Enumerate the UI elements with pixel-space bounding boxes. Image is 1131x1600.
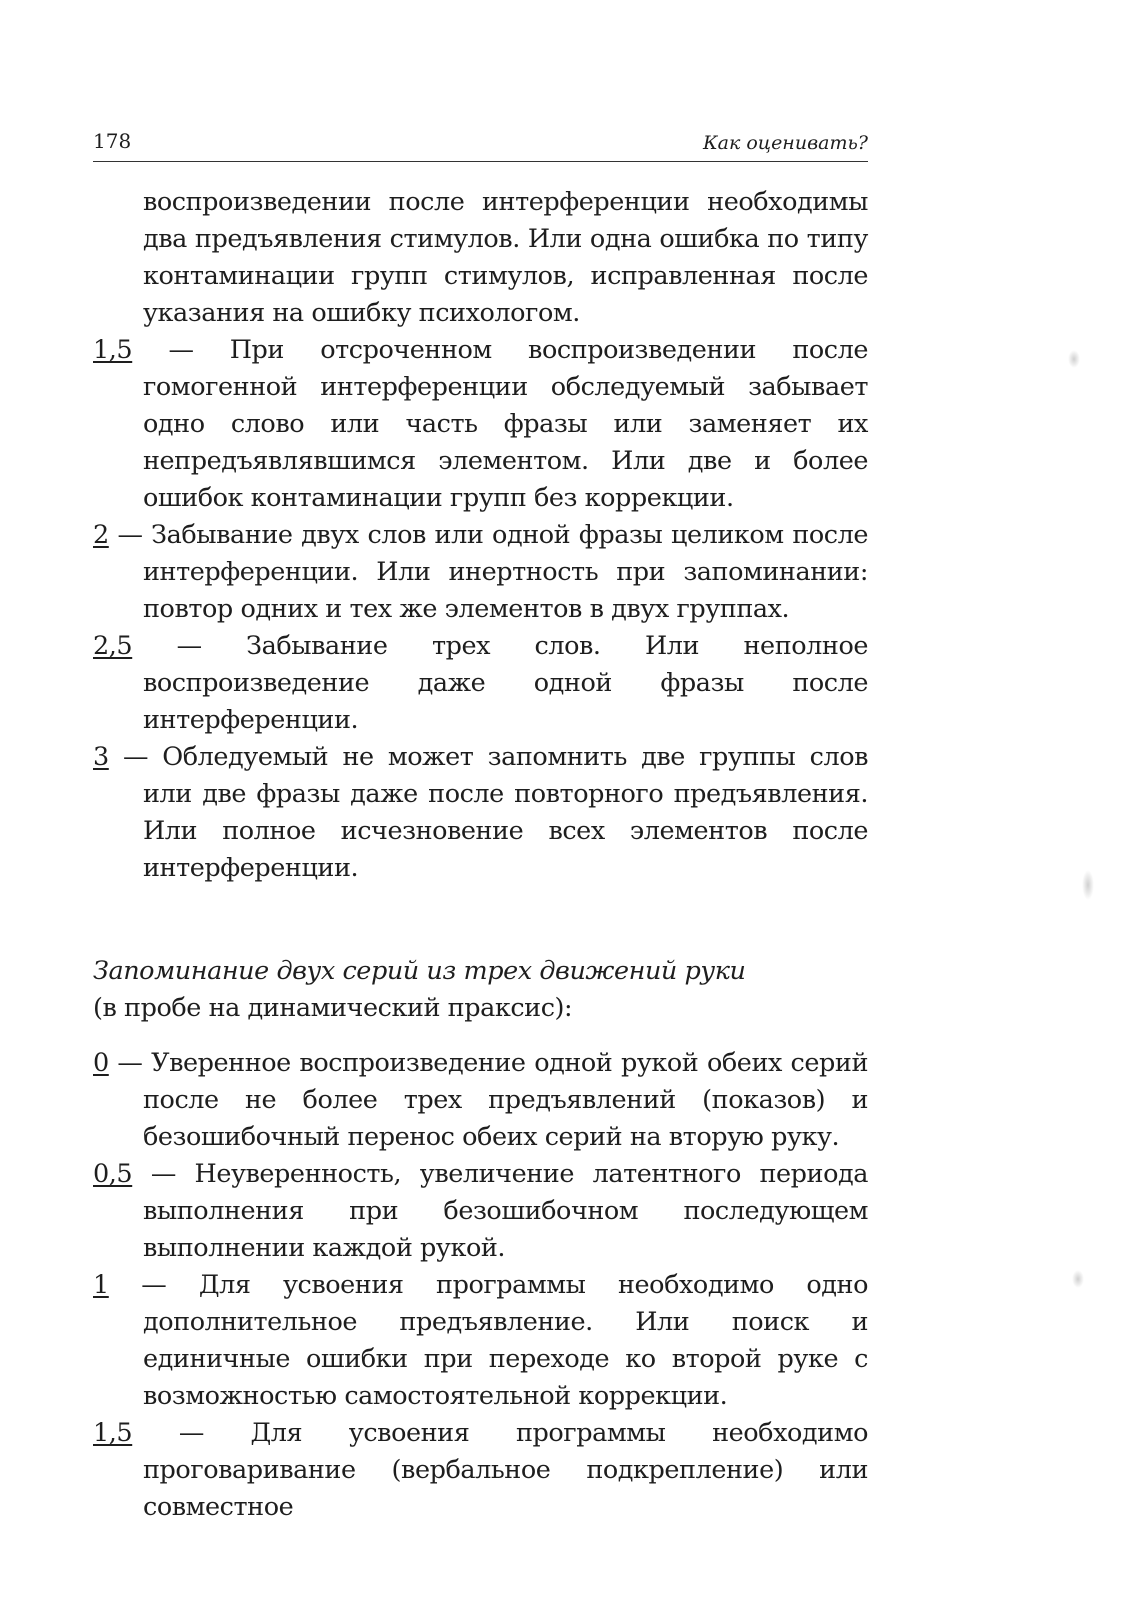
continuation-paragraph: воспроизведении после интерференции необходимы два предъявления стимулов. Или одна ошибка по типу контаминации групп стимулов, исправленная после указания на ошибку психологом. <box>143 187 868 328</box>
score-value: 1,5 <box>93 335 133 365</box>
score-description: — Забывание трех слов. Или неполное воспроизведение даже одной фразы после интерференции. <box>132 631 868 735</box>
body-text <box>93 184 868 1526</box>
running-head <box>93 127 868 162</box>
score-value: 2 <box>93 520 109 550</box>
scan-speck <box>1072 1270 1084 1288</box>
score-item <box>93 1267 868 1415</box>
score-item <box>93 1156 868 1267</box>
score-description: — Обледуемый не может запомнить две группы слов или две фразы даже после повторного предъявления. Или полное исчезновение всех элементов после интерференции. <box>108 742 868 883</box>
score-description: — Уверенное воспроизведение одной рукой обеих серий после не более трех предъявлений (показов) и безошибочный перенос обеих серий на вторую руку. <box>108 1048 868 1152</box>
score-value: 0 <box>93 1048 109 1078</box>
score-item <box>93 517 868 628</box>
score-item <box>93 1045 868 1156</box>
score-description: — Для усвоения программы необходимо проговаривание (вербальное подкрепление) или совместное <box>132 1418 868 1522</box>
score-description: — Для усвоения программы необходимо одно дополнительное предъявление. Или поиск и единичные ошибки при переходе ко второй руке с возможностью самостоятельной коррекции. <box>108 1270 868 1411</box>
score-value: 1,5 <box>93 1418 133 1448</box>
score-item <box>93 1415 868 1526</box>
score-value: 1 <box>93 1270 109 1300</box>
section-heading-title: Запоминание двух серий из трех движений руки <box>93 956 746 986</box>
score-value: 2,5 <box>93 631 133 661</box>
score-item <box>93 739 868 887</box>
scan-speck <box>1082 870 1094 900</box>
score-value: 0,5 <box>93 1159 133 1189</box>
section-title: Как оценивать? <box>702 132 868 154</box>
score-value: 3 <box>93 742 109 772</box>
scan-speck <box>1068 350 1080 368</box>
page-number: 178 <box>93 129 132 153</box>
section-heading-subtitle: (в пробе на динамический праксис): <box>93 993 573 1023</box>
score-description: — При отсроченном воспроизведении после гомогенной интерференции обследуемый забывает одно слово или часть фразы или заменяет их непредъявлявшимся элементом. Или две и более ошибок контаминации групп без коррекции. <box>132 335 868 513</box>
score-item <box>93 628 868 739</box>
score-description: — Забывание двух слов или одной фразы целиком после интерференции. Или инертность при запоминании: повтор одних и тех же элементов в двух группах. <box>108 520 868 624</box>
score-description: — Неуверенность, увеличение латентного периода выполнения при безошибочном последующем выполнении каждой рукой. <box>132 1159 868 1263</box>
section-heading <box>93 953 868 1027</box>
score-item <box>93 332 868 517</box>
